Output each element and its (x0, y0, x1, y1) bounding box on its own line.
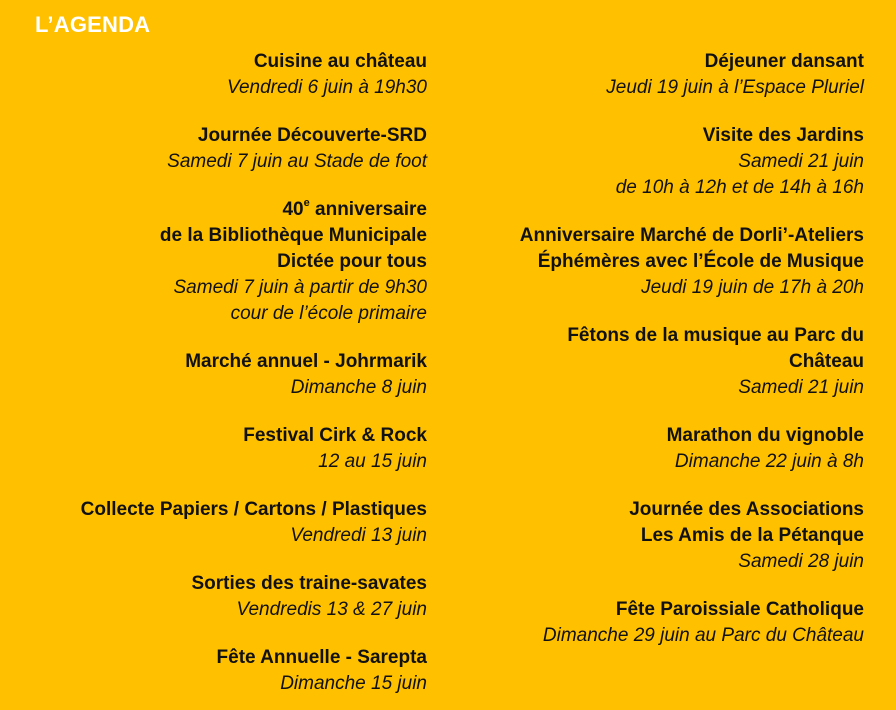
event-dejeuner-dansant (444, 49, 864, 101)
event-title: Cuisine au château (253, 51, 427, 72)
event-fetons-la-musique (444, 323, 864, 401)
event-marche-annuel-johrmarik (7, 349, 427, 401)
event-title: Visite des Jardins (702, 125, 864, 146)
event-date: Samedi 7 juin au Stade de foot (167, 151, 427, 172)
event-date: Dimanche 8 juin (290, 377, 427, 398)
event-location: cour de l’école primaire (230, 303, 427, 324)
event-title: Fête Annuelle - Sarepta (216, 647, 427, 668)
event-title: Fête Paroissiale Catholique (615, 599, 864, 620)
event-title: de la Bibliothèque Municipale (159, 225, 427, 246)
event-title-number: 40 (282, 199, 304, 220)
event-title: Festival Cirk & Rock (243, 425, 427, 446)
event-title: Marché annuel - Johrmarik (185, 351, 427, 372)
event-date: Dimanche 15 juin (280, 673, 427, 694)
event-date: Dimanche 22 juin à 8h (674, 451, 864, 472)
event-title (7, 197, 427, 223)
event-hours: de 10h à 12h et de 14h à 16h (615, 177, 864, 198)
event-title: Journée des Associations (629, 499, 864, 520)
event-title: Anniversaire Marché de Dorli’-Ateliers (519, 225, 864, 246)
event-marathon-du-vignoble (444, 423, 864, 475)
event-title: Château (789, 351, 864, 372)
event-journee-decouverte-srd (7, 123, 427, 175)
event-date: Vendredis 13 & 27 juin (236, 599, 427, 620)
event-date: Jeudi 19 juin à l’Espace Pluriel (606, 77, 864, 98)
event-title: Dictée pour tous (277, 251, 427, 272)
event-journee-des-associations (444, 497, 864, 575)
event-festival-cirk-rock (7, 423, 427, 475)
event-date: Samedi 21 juin (738, 377, 864, 398)
event-date: Vendredi 6 juin à 19h30 (226, 77, 427, 98)
event-cuisine-au-chateau (7, 49, 427, 101)
event-date: Samedi 7 juin à partir de 9h30 (173, 277, 427, 298)
event-title-rest: anniversaire (309, 199, 427, 220)
event-title: Éphémères avec l’École de Musique (537, 251, 864, 272)
event-fete-annuelle-sarepta (7, 645, 427, 697)
event-collecte-papiers (7, 497, 427, 549)
event-date: Jeudi 19 juin de 17h à 20h (641, 277, 864, 298)
ordinal-suffix: e (303, 196, 310, 209)
event-date: Samedi 21 juin (738, 151, 864, 172)
event-title: Les Amis de la Pétanque (640, 525, 864, 546)
event-title: Marathon du vignoble (666, 425, 864, 446)
event-title: Collecte Papiers / Cartons / Plastiques (80, 499, 427, 520)
event-title: Déjeuner dansant (704, 51, 864, 72)
event-fete-paroissiale (444, 597, 864, 649)
event-title: Sorties des traine-savates (191, 573, 427, 594)
event-date: 12 au 15 juin (318, 451, 427, 472)
event-date: Vendredi 13 juin (290, 525, 427, 546)
event-sorties-traine-savates (7, 571, 427, 623)
event-anniversaire-marche-dorli (444, 223, 864, 301)
event-date: Dimanche 29 juin au Parc du Château (542, 625, 864, 646)
agenda-heading: L’AGENDA (35, 12, 151, 37)
event-visite-des-jardins (444, 123, 864, 201)
event-title: Fêtons de la musique au Parc du (567, 325, 864, 346)
event-title: Journée Découverte-SRD (197, 125, 427, 146)
event-date: Samedi 28 juin (738, 551, 864, 572)
agenda-column-left (7, 49, 427, 697)
event-40e-anniversaire-bibliotheque (7, 197, 427, 327)
agenda-column-right (444, 49, 864, 649)
